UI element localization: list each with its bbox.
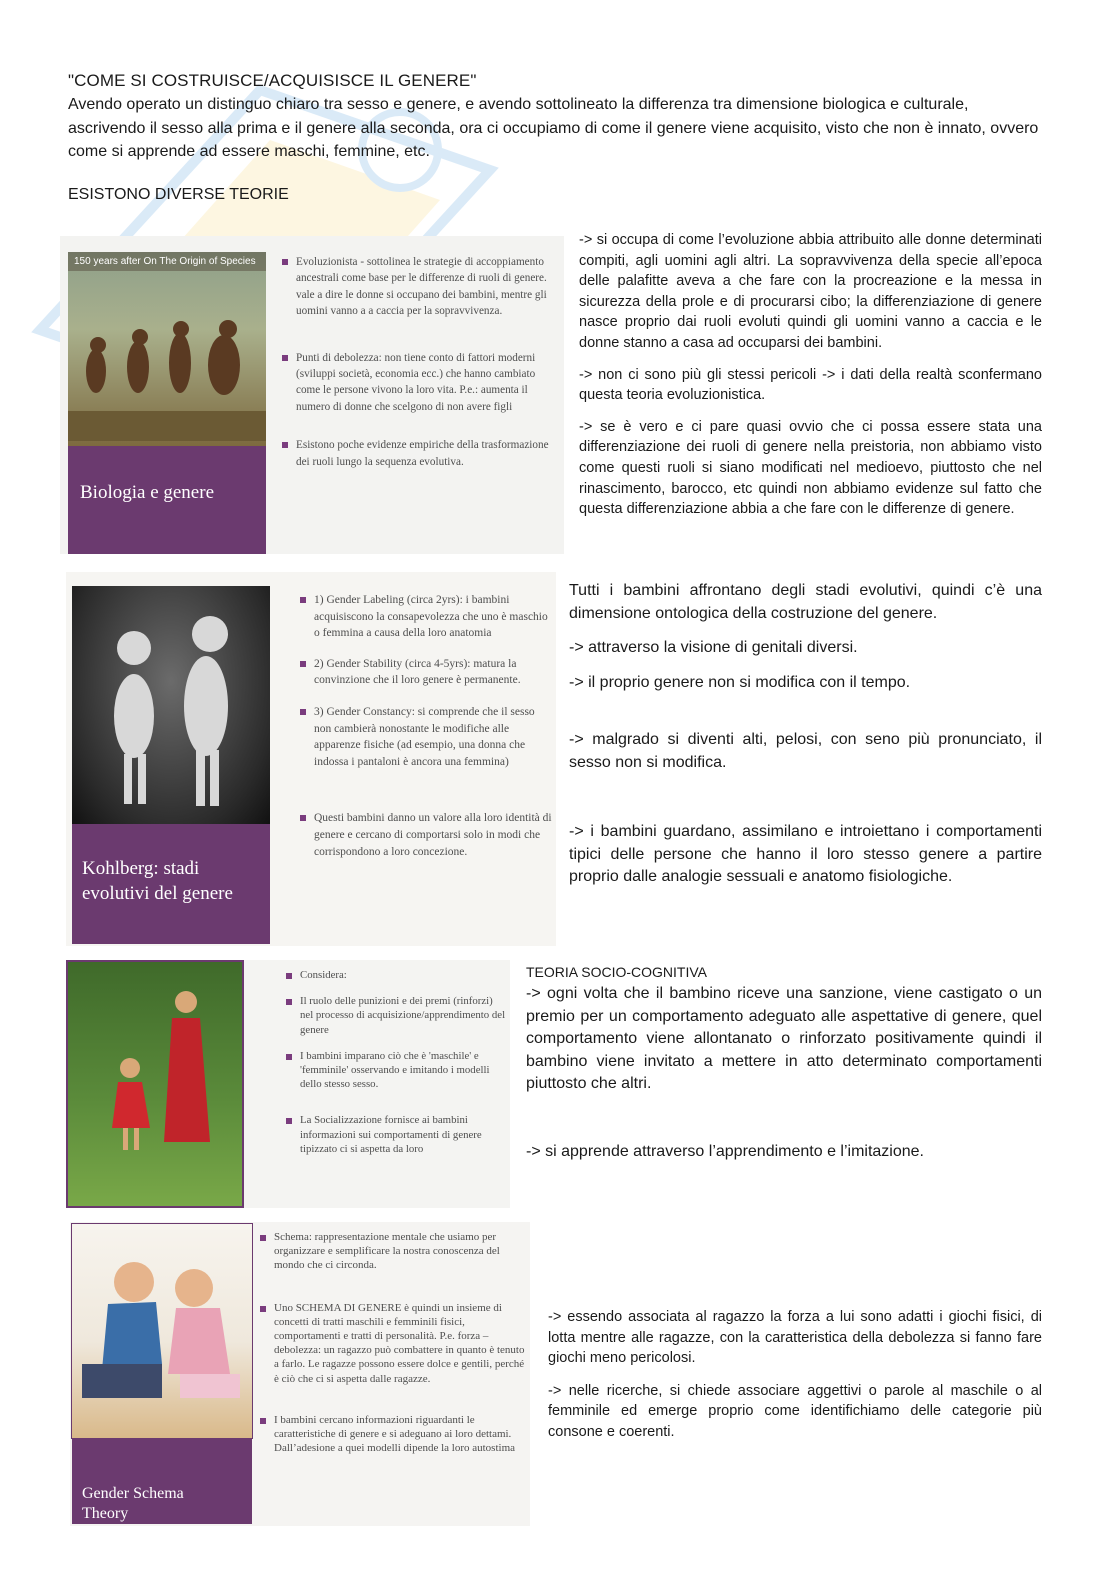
slide-title: Biologia e genere	[80, 482, 215, 503]
note-paragraph: -> non ci sono più gli stessi pericoli -> i dati della realtà sconfermano questa teoria evoluzionistica.	[579, 366, 1042, 404]
slide-socio-cognitiva	[66, 960, 510, 1208]
note-paragraph: -> essendo associata al ragazzo la forza a lui sono adatti i giochi fisici, di lotta mentre alle ragazze, con la caratteristica della debolezza si fanno fare giochi meno pericolosi.	[548, 1309, 1042, 1367]
note-paragraph: -> i bambini guardano, assimilano e introiettano i comportamenti tipici delle persone che hanno il loro stesso genere a partire proprio dalle analogie sessuali e anatomo fisiologiche.	[569, 823, 1042, 885]
kids-photo	[72, 1224, 252, 1438]
slide-bullet: Considera:	[286, 968, 506, 982]
section3-notes	[526, 983, 1042, 1175]
slide-title-box	[72, 824, 270, 944]
slide-title: Kohlberg: stadi evolutivi del genere	[82, 858, 233, 904]
slide-bullets	[260, 1230, 526, 1455]
page-title: "COME SI COSTRUISCE/ACQUISISCE IL GENERE"	[68, 71, 477, 90]
slide-bullet: Evoluzionista - sottolinea le strategie di accoppiamento ancestrali come base per le differenze di ruoli di genere. vale a dire le donne si occupano dei bambini, mentre gli uomini vanno a a caccia per la sopravvivenza.	[282, 254, 560, 320]
slide-gender-schema	[70, 1222, 530, 1526]
slide-bullet: Schema: rappresentazione mentale che usiamo per organizzare e semplificare la nostra conoscenza del mondo che ci circonda.	[260, 1230, 526, 1273]
note-paragraph: -> se è vero e ci pare quasi ovvio che ci possa essere stata una differenziazione dei ruoli di genere nella preistoria, non abbiamo visto come questi ruoli si siano modificati nel medioevo, piuttosto che nel rinascimento, barocco, etc quindi non abbiamo evidenze sul fatto che questa differenziazione abbia a che fare con le differenze di genere.	[579, 418, 1042, 518]
evolution-figures	[68, 271, 266, 441]
theories-heading: ESISTONO DIVERSE TEORIE	[68, 186, 289, 203]
slide-biologia	[60, 236, 564, 554]
note-paragraph: -> malgrado si diventi alti, pelosi, con seno più pronunciato, il sesso non si modifica.	[569, 731, 1042, 771]
kids-figures	[72, 1224, 252, 1438]
evolution-image-header: 150 years after On The Origin of Species	[68, 252, 266, 271]
note-paragraph: -> il proprio genere non si modifica con il tempo.	[569, 673, 911, 691]
slide-kohlberg	[66, 572, 556, 946]
slide-bullets	[286, 968, 506, 1156]
children-photo	[72, 586, 270, 824]
mother-daughter-figures	[68, 962, 242, 1206]
mother-daughter-photo	[68, 962, 242, 1206]
section4-notes	[548, 1307, 1042, 1454]
children-figures	[72, 586, 270, 824]
slide-bullets	[300, 592, 552, 860]
intro-paragraph: Avendo operato un distinguo chiaro tra sesso e genere, e avendo sottolineato la differenza tra dimensione biologica e culturale, ascrivendo il sesso alla prima e il genere alla seconda, ora ci occupiamo di come il genere viene acquisito, visto che non è innato, ovvero come si apprende ad essere maschi, femmine, etc.	[68, 96, 1039, 160]
slide-bullet: 3) Gender Constancy: si comprende che il sesso non cambierà nonostante le modifiche alle apparenze fisiche (ad esempio, una donna che indossa i pantaloni è ancora una femmina)	[300, 704, 552, 770]
slide-bullet: Punti di debolezza: non tiene conto di fattori moderni (sviluppi società, economia ecc.) che hanno cambiato come le persone vivono la loro vita. P.e.: aumenta il numero di donne che scelgono di non avere figli	[282, 350, 560, 416]
note-paragraph: -> nelle ricerche, si chiede associare aggettivi o parole al maschile o al femminile ed emerge proprio come identifichiamo delle categorie più consone e coerenti.	[548, 1382, 1042, 1440]
note-paragraph: -> si apprende attraverso l’apprendimento e l’imitazione.	[526, 1142, 924, 1160]
slide-bullet: I bambini cercano informazioni riguardanti le caratteristiche di genere e si adeguano ai loro dettami. Dall’adesione a quei modelli dipende la loro autostima	[260, 1413, 526, 1456]
slide-bullet: I bambini imparano ciò che è 'maschile' e 'femminile' osservando e imitando i modelli dello stesso sesso.	[286, 1049, 506, 1092]
note-paragraph: -> si occupa di come l’evoluzione abbia attribuito alle donne determinati compiti, agli uomini agli altri. La sopravvivenza della specie all’epoca delle palafitte aveva a che fare con la procreazione e la messa in sicurezza della prole e di procurarsi cibo; la differenziazione di genere nasce proprio dai ruoli evoluti quindi gli uomini vanno a caccia e le donne stanno a casa ad occuparsi dei bambini.	[579, 232, 1042, 351]
slide-title-box	[72, 1438, 252, 1524]
slide-bullet: Esistono poche evidenze empiriche della trasformazione dei ruoli lungo la sequenza evolutiva.	[282, 437, 560, 470]
slide-bullets	[282, 254, 560, 470]
slide-bullet: La Socializzazione fornisce ai bambini informazioni sui comportamenti di genere tipizzato ci si aspetta da loro	[286, 1113, 506, 1156]
note-paragraph: Tutti i bambini affrontano degli stadi evolutivi, quindi c’è una dimensione ontologica della costruzione del genere.	[569, 582, 1042, 622]
slide-bullet: Il ruolo delle punizioni e dei premi (rinforzi) nel processo di acquisizione/apprendimento del genere	[286, 994, 506, 1037]
slide-bullet: Uno SCHEMA DI GENERE è quindi un insieme di concetti di tratti maschili e femminili fisici, comportamenti e tratti di personalità. P.e. forza – debolezza: un ragazzo può combattere in quanto è tenuto a farlo. Le ragazze possono essere dolce e gentili, perché è ciò che ci si aspetta dalle ragazze.	[260, 1301, 526, 1386]
slide-bullet: 1) Gender Labeling (circa 2yrs): i bambini acquisiscono la consapevolezza che uno è maschio o femmina a causa della loro anatomia	[300, 592, 552, 642]
note-paragraph: -> ogni volta che il bambino riceve una sanzione, viene castigato o un premio per un comportamento adeguato alle aspettative di genere, quel comportamento viene allontanato o rinforzato positivamente quindi il bambino viene invitato a mettere in atto determinato comportamenti piuttosto che altri.	[526, 985, 1042, 1092]
evolution-image	[68, 252, 266, 446]
slide-title: Gender Schema Theory	[82, 1485, 184, 1522]
section1-notes	[579, 230, 1042, 531]
note-paragraph: -> attraverso la visione di genitali diversi.	[569, 639, 858, 656]
section2-notes	[569, 580, 1042, 901]
slide-title-box	[68, 446, 266, 554]
slide-bullet: Questi bambini danno un valore alla loro identità di genere e cercano di comportarsi solo in modi che corrispondono a loro concezione.	[300, 810, 552, 860]
socio-cognitive-heading: TEORIA SOCIO-COGNITIVA	[526, 964, 707, 980]
slide-bullet: 2) Gender Stability (circa 4-5yrs): matura la convinzione che il loro genere è permanente.	[300, 656, 552, 689]
